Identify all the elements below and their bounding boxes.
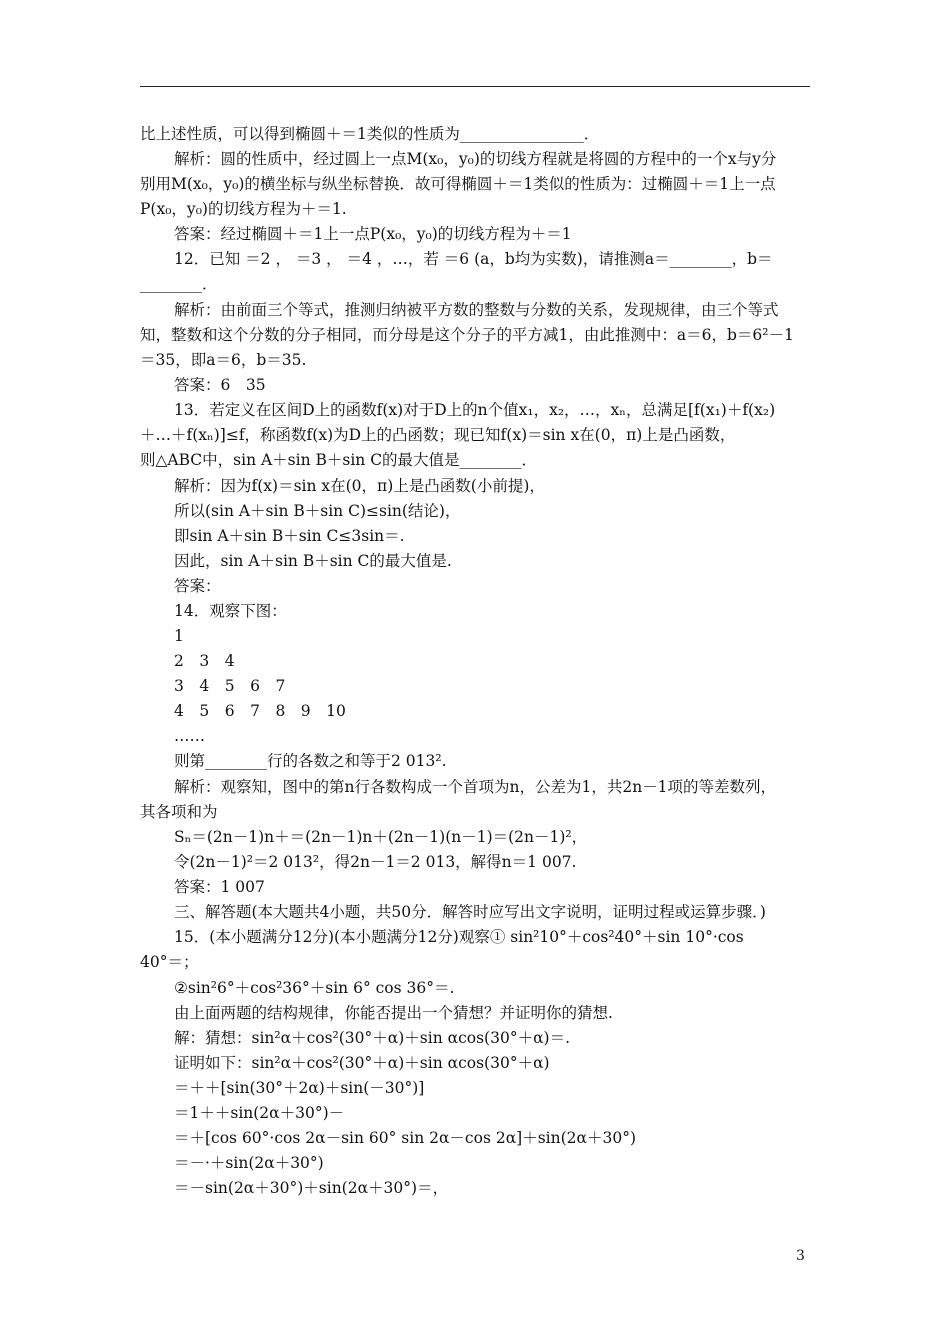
text-line: 解：猜想：sin²α＋cos²(30°＋α)＋sin αcos(30°＋α)＝. <box>174 1029 571 1047</box>
text-line: 4 5 6 7 8 9 10 <box>174 702 346 720</box>
text-line: 则第________行的各数之和等于2 013². <box>174 752 447 770</box>
text-line: ②sin²6°＋cos²36°＋sin 6° cos 36°＝. <box>174 979 455 997</box>
text-line: …… <box>174 727 205 745</box>
text-line: ＝35，即a＝6，b＝35. <box>140 351 307 369</box>
text-line: 即sin A＋sin B＋sin C≤3sin＝. <box>174 527 405 545</box>
text-line: 答案：6 35 <box>174 376 266 394</box>
text-line: 答案： <box>174 577 221 595</box>
text-line: 由上面两题的结构规律，你能否提出一个猜想？并证明你的猜想. <box>174 1004 613 1022</box>
text-line: ＝＋＋[sin(30°＋2α)＋sin(－30°)] <box>174 1079 425 1097</box>
text-line: ________． <box>140 275 218 293</box>
text-line: ＝－·＋sin(2α＋30°) <box>174 1154 324 1172</box>
text-line: 令(2n－1)²＝2 013²，得2n－1＝2 013，解得n＝1 007. <box>174 853 577 871</box>
header-rule <box>140 86 810 87</box>
text-line: 15．(本小题满分12分)(本小题满分12分)观察① sin²10°＋cos²40°＋sin 10°·cos <box>174 928 744 946</box>
text-line: ＋…＋f(xₙ)]≤f，称函数f(x)为D上的凸函数；现已知f(x)＝sin x在(0，π)上是凸函数， <box>140 426 736 444</box>
text-line: ＝＋[cos 60°·cos 2α－sin 60° sin 2α－cos 2α]＋sin(2α＋30°) <box>174 1129 636 1147</box>
text-line: 解析：因为f(x)＝sin x在(0，π)上是凸函数(小前提)， <box>174 477 545 495</box>
text-line: 所以(sin A＋sin B＋sin C)≤sin(结论)， <box>174 502 461 520</box>
text-line: ＝－sin(2α＋30°)＋sin(2α＋30°)＝， <box>174 1179 449 1197</box>
text-line: 因此，sin A＋sin B＋sin C的最大值是. <box>174 552 452 570</box>
text-line: 1 <box>174 627 184 645</box>
text-line: 40°＝； <box>140 953 199 971</box>
text-line: 2 3 4 <box>174 652 235 670</box>
text-line: 答案：经过椭圆＋＝1上一点P(x₀，y₀)的切线方程为＋＝1 <box>174 225 572 243</box>
text-line: 三、解答题(本大题共4小题，共50分．解答时应写出文字说明，证明过程或运算步骤．) <box>174 903 766 921</box>
text-line: P(x₀，y₀)的切线方程为＋＝1. <box>140 200 347 218</box>
text-line: 解析：观察知，图中的第n行各数构成一个首项为n，公差为1，共2n－1项的等差数列， <box>174 778 777 796</box>
text-line: 13．若定义在区间D上的函数f(x)对于D上的n个值x₁，x₂，…，xₙ，总满足[f(x₁)＋f(x₂) <box>174 401 776 419</box>
text-line: 别用M(x₀，y₀)的横坐标与纵坐标替换．故可得椭圆＋＝1类似的性质为：过椭圆＋＝1上一点 <box>140 175 776 193</box>
text-line: 解析：圆的性质中，经过圆上一点M(x₀，y₀)的切线方程就是将圆的方程中的一个x与y分 <box>174 150 777 168</box>
text-line: 知，整数和这个分数的分子相同，而分母是这个分子的平方减1，由此推测中：a＝6，b＝6²－1 <box>140 326 794 344</box>
text-line: 证明如下：sin²α＋cos²(30°＋α)＋sin αcos(30°＋α) <box>174 1054 550 1072</box>
text-line: 14．观察下图： <box>174 602 287 620</box>
text-line: ＝1＋＋sin(2α＋30°)－ <box>174 1104 345 1122</box>
page-number: 3 <box>796 1248 805 1264</box>
text-line: 解析：由前面三个等式，推测归纳被平方数的整数与分数的关系，发现规律，由三个等式 <box>174 301 779 319</box>
text-line: Sₙ＝(2n－1)n＋＝(2n－1)n＋(2n－1)(n－1)＝(2n－1)²， <box>174 828 588 846</box>
text-line: 其各项和为 <box>140 803 218 821</box>
text-line: 3 4 5 6 7 <box>174 677 286 695</box>
text-line: 答案：1 007 <box>174 878 265 896</box>
text-line: 则△ABC中，sin A＋sin B＋sin C的最大值是________． <box>140 451 538 469</box>
text-line: 12．已知 ＝2 ， ＝3 ， ＝4 ，…，若 ＝6 (a，b均为实数)，请推测a＝________，b＝ <box>174 250 773 268</box>
text-line: 比上述性质，可以得到椭圆＋＝1类似的性质为________________． <box>140 125 600 143</box>
